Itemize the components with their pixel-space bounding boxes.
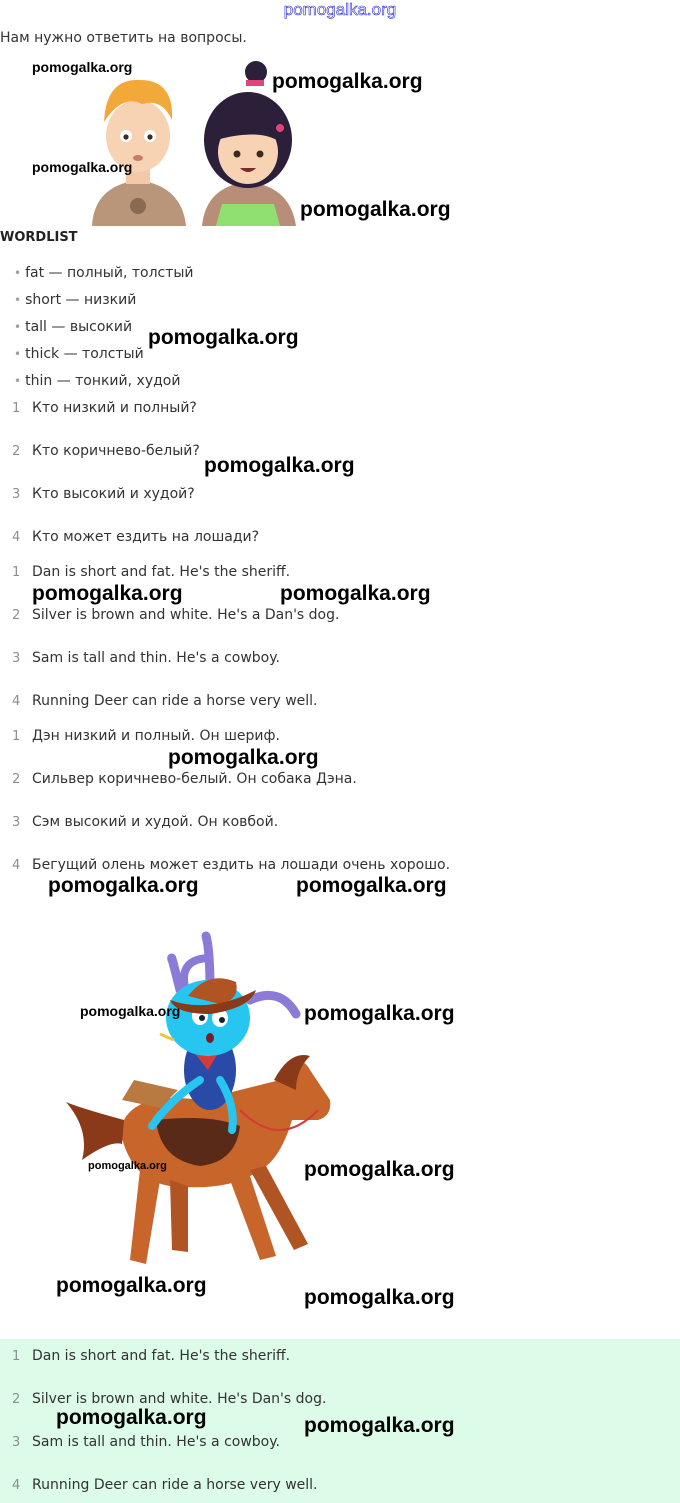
watermark: pomogalka.org bbox=[80, 1003, 181, 1019]
question-text: Кто коричнево-белый? bbox=[32, 443, 200, 459]
answer-text: Бегущий олень может ездить на лошади очень хорошо. bbox=[32, 857, 451, 873]
item-number: 4 bbox=[12, 1478, 21, 1493]
answer-en-item bbox=[12, 650, 280, 666]
wordlist-item-text: fat — полный, толстый bbox=[25, 265, 194, 281]
final-answer-item bbox=[12, 1477, 318, 1493]
answer-ru-item bbox=[12, 728, 280, 744]
question-item bbox=[12, 443, 200, 459]
bullet-icon: • bbox=[14, 374, 22, 388]
answer-text: Silver is brown and white. He's a Dan's dog. bbox=[32, 607, 340, 623]
item-number: 2 bbox=[12, 608, 21, 623]
watermark: pomogalka.org bbox=[304, 1286, 455, 1309]
answer-text: Silver is brown and white. He's Dan's dog. bbox=[32, 1391, 327, 1407]
wordlist-item-text: thick — толстый bbox=[25, 346, 144, 362]
item-number: 1 bbox=[12, 565, 21, 580]
cowboy-horse-illustration bbox=[60, 930, 340, 1280]
bullet-icon: • bbox=[14, 266, 22, 280]
item-number: 3 bbox=[12, 487, 21, 502]
watermark: pomogalka.org bbox=[304, 1158, 455, 1181]
watermark: pomogalka.org bbox=[204, 454, 355, 477]
item-number: 2 bbox=[12, 772, 21, 787]
wordlist-item bbox=[14, 346, 144, 362]
watermark: pomogalka.org bbox=[280, 582, 431, 605]
answer-ru-item bbox=[12, 814, 278, 830]
wordlist-heading: WORDLIST bbox=[0, 230, 78, 245]
wordlist-item bbox=[14, 292, 136, 308]
item-number: 3 bbox=[12, 651, 21, 666]
wordlist-item-text: tall — высокий bbox=[25, 319, 133, 335]
watermark: pomogalka.org bbox=[272, 70, 423, 93]
watermark: pomogalka.org bbox=[56, 1274, 207, 1297]
answer-en-item bbox=[12, 564, 290, 580]
item-number: 3 bbox=[12, 815, 21, 830]
answer-ru-item bbox=[12, 857, 450, 873]
item-number: 1 bbox=[12, 729, 21, 744]
wordlist-item bbox=[14, 265, 194, 281]
watermark: pomogalka.org bbox=[304, 1414, 455, 1437]
watermark: pomogalka.org bbox=[32, 159, 133, 175]
bullet-icon: • bbox=[14, 320, 22, 334]
answer-text: Sam is tall and thin. He's a cowboy. bbox=[32, 1434, 280, 1450]
watermark: pomogalka.org bbox=[32, 582, 183, 605]
final-answer-item bbox=[12, 1348, 290, 1364]
question-item bbox=[12, 486, 195, 502]
wordlist-item bbox=[14, 319, 132, 335]
watermark: pomogalka.org bbox=[296, 874, 447, 897]
answer-text: Dan is short and fat. He's the sheriff. bbox=[32, 1348, 291, 1364]
question-text: Кто низкий и полный? bbox=[32, 400, 197, 416]
site-link[interactable]: pomogalka.org bbox=[283, 0, 397, 19]
answer-text: Дэн низкий и полный. Он шериф. bbox=[32, 728, 280, 744]
watermark: pomogalka.org bbox=[300, 198, 451, 221]
bullet-icon: • bbox=[14, 293, 22, 307]
kids-illustration bbox=[90, 58, 300, 226]
answer-text: Dan is short and fat. He's the sheriff. bbox=[32, 564, 291, 580]
item-number: 1 bbox=[12, 1349, 21, 1364]
answer-ru-item bbox=[12, 771, 357, 787]
question-text: Кто может ездить на лошади? bbox=[32, 529, 260, 545]
item-number: 2 bbox=[12, 1392, 21, 1407]
final-answer-item bbox=[12, 1391, 326, 1407]
watermark: pomogalka.org bbox=[48, 874, 199, 897]
answer-en-item bbox=[12, 607, 339, 623]
question-item bbox=[12, 529, 259, 545]
watermark: pomogalka.org bbox=[304, 1002, 455, 1025]
answer-text: Running Deer can ride a horse very well. bbox=[32, 1477, 318, 1493]
wordlist-item-text: thin — тонкий, худой bbox=[25, 373, 181, 389]
watermark: pomogalka.org bbox=[56, 1406, 207, 1429]
item-number: 3 bbox=[12, 1435, 21, 1450]
answer-text: Running Deer can ride a horse very well. bbox=[32, 693, 318, 709]
item-number: 4 bbox=[12, 694, 21, 709]
answer-en-item bbox=[12, 693, 318, 709]
item-number: 2 bbox=[12, 444, 21, 459]
question-text: Кто высокий и худой? bbox=[32, 486, 195, 502]
wordlist-item bbox=[14, 373, 180, 389]
item-number: 4 bbox=[12, 530, 21, 545]
question-item bbox=[12, 400, 197, 416]
answer-text: Сильвер коричнево-белый. Он собака Дэна. bbox=[32, 771, 357, 787]
item-number: 1 bbox=[12, 401, 21, 416]
item-number: 4 bbox=[12, 858, 21, 873]
watermark: pomogalka.org bbox=[148, 326, 299, 349]
intro-text: Нам нужно ответить на вопросы. bbox=[0, 30, 247, 46]
bullet-icon: • bbox=[14, 347, 22, 361]
watermark: pomogalka.org bbox=[168, 746, 319, 769]
answer-text: Sam is tall and thin. He's a cowboy. bbox=[32, 650, 280, 666]
watermark: pomogalka.org bbox=[88, 1160, 167, 1172]
wordlist-item-text: short — низкий bbox=[25, 292, 137, 308]
watermark: pomogalka.org bbox=[32, 59, 133, 75]
answer-text: Сэм высокий и худой. Он ковбой. bbox=[32, 814, 279, 830]
final-answer-item bbox=[12, 1434, 280, 1450]
